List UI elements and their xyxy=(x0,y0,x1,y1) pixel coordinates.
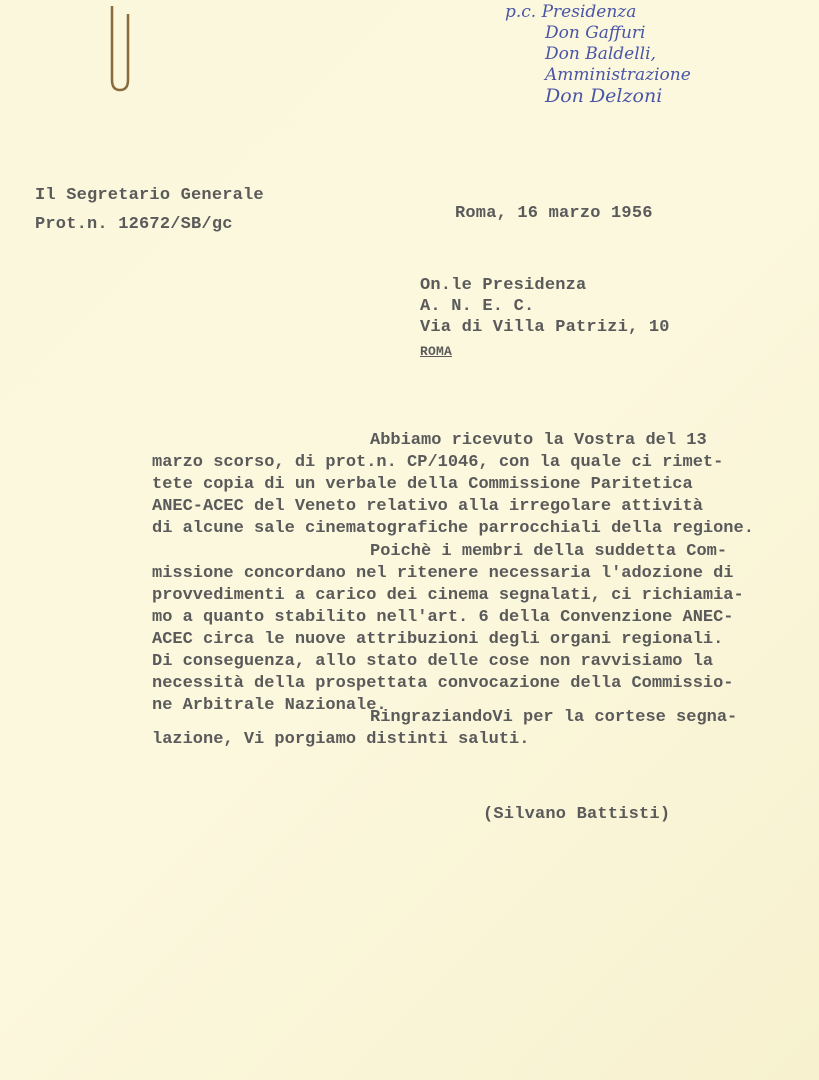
body-line: di alcune sale cinematografiche parrocchiali della regione. xyxy=(152,519,754,538)
body-line: ACEC circa le nuove attribuzioni degli organi regionali. xyxy=(152,630,724,649)
annotation-line: Don Baldelli, xyxy=(545,44,656,64)
annotation-line: Don Delzoni xyxy=(545,85,663,107)
annotation-line: Don Gaffuri xyxy=(545,23,646,43)
sender-title: Il Segretario Generale xyxy=(35,186,264,205)
body-line: Poichè i membri della suddetta Com- xyxy=(370,542,728,561)
body-line: Di conseguenza, allo stato delle cose non ravvisiamo la xyxy=(152,652,714,671)
body-line: RingraziandoVi per la cortese segna- xyxy=(370,708,738,727)
recipient-city: ROMA xyxy=(420,344,453,359)
body-line: marzo scorso, di prot.n. CP/1046, con la quale ci rimet- xyxy=(152,453,724,472)
annotation-line: p.c. Presidenza xyxy=(505,2,637,22)
letter-date: Roma, 16 marzo 1956 xyxy=(455,204,653,223)
body-line: mo a quanto stabilito nell'art. 6 della Convenzione ANEC- xyxy=(152,608,734,627)
body-paragraph xyxy=(152,707,737,751)
annotation-line: Amministrazione xyxy=(545,65,691,85)
recipient-line: Via di Villa Patrizi, 10 xyxy=(420,318,670,337)
body-paragraph xyxy=(152,430,754,540)
body-line: missione concordano nel ritenere necessaria l'adozione di xyxy=(152,564,734,583)
body-line: tete copia di un verbale della Commissione Paritetica xyxy=(152,475,693,494)
body-line: ANEC-ACEC del Veneto relativo alla irregolare attività xyxy=(152,497,703,516)
handwritten-annotation xyxy=(505,2,691,107)
body-line: ne Arbitrale Nazionale. xyxy=(152,696,387,715)
recipient-line: On.le Presidenza xyxy=(420,276,587,295)
protocol-number: Prot.n. 12672/SB/gc xyxy=(35,215,233,234)
body-line: Abbiamo ricevuto la Vostra del 13 xyxy=(370,431,707,450)
body-paragraph xyxy=(152,541,744,717)
paper-clip-icon xyxy=(106,4,132,92)
body-line: necessità della prospettata convocazione della Commissio- xyxy=(152,674,734,693)
body-line: lazione, Vi porgiamo distinti saluti. xyxy=(152,730,530,749)
signature: (Silvano Battisti) xyxy=(483,805,671,824)
recipient-line: A. N. E. C. xyxy=(420,297,535,316)
body-line: provvedimenti a carico dei cinema segnalati, ci richiamia- xyxy=(152,586,744,605)
